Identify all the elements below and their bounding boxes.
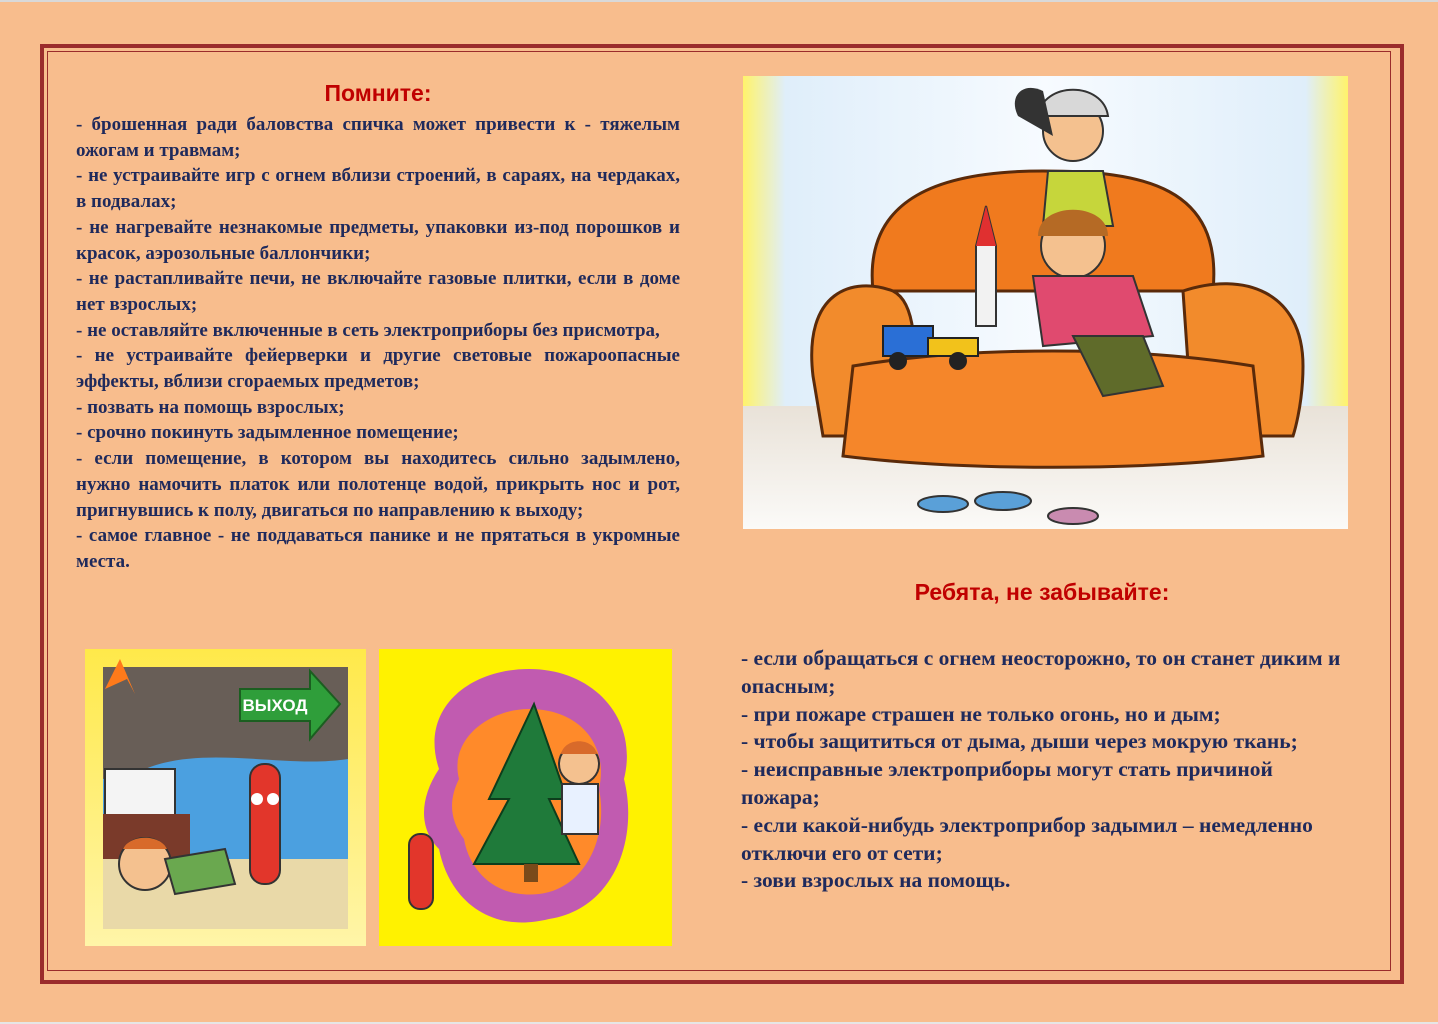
dont-forget-heading: Ребята, не забывайте: — [914, 579, 1170, 605]
exit-sign-label: ВЫХОД — [242, 696, 308, 715]
remember-list — [76, 112, 680, 575]
christmas-tree-fire-illustration — [379, 649, 672, 946]
list-item: - чтобы защититься от дыма, дыши через мокрую ткань; — [741, 729, 1298, 754]
list-item: - брошенная ради баловства спичка может привести к - тяжелым ожогам и травмам; — [76, 114, 680, 161]
list-item: - зови взрослых на помощь. — [741, 868, 1011, 893]
list-item: - самое главное - не поддаваться панике и не прятаться в укромные места. — [76, 525, 680, 572]
list-item: - позвать на помощь взрослых; — [76, 396, 345, 418]
list-item: - если какой-нибудь электроприбор задымил – немедленно отключи его от сети; — [741, 812, 1313, 865]
list-item: - срочно покинуть задымленное помещение; — [76, 422, 459, 444]
children-on-sofa-illustration — [743, 76, 1348, 529]
list-item: - неисправные электроприборы могут стать причиной пожара; — [741, 757, 1273, 809]
list-item: - не устраивайте игр с огнем вблизи строений, в сараях, на чердаках, в подвалах; — [76, 165, 680, 213]
list-item: - если обращаться с огнем неосторожно, то он станет диким и опасным; — [741, 646, 1341, 698]
remember-heading: Помните: — [324, 80, 432, 106]
extinguisher-exit-illustration — [85, 649, 366, 946]
list-item: - не устраивайте фейерверки и другие световые пожароопасные эффекты, вблизи сгораемых предметов; — [76, 345, 680, 393]
list-item: - не нагревайте незнакомые предметы, упаковки из-под порошков и красок, аэрозольные баллончики; — [76, 216, 680, 264]
list-item: - не оставляйте включенные в сеть электроприборы без присмотра, — [76, 319, 660, 341]
dont-forget-list — [741, 645, 1341, 895]
list-item: - при пожаре страшен не только огонь, но и дым; — [741, 701, 1221, 726]
list-item: - не растапливайте печи, не включайте газовые плитки, если в доме нет взрослых; — [76, 268, 680, 315]
list-item: - если помещение, в котором вы находитесь сильно задымлено, нужно намочить платок или полотенце водой, прикрыть нос и рот, пригнувшись к полу, двигаться по направлению к выходу; — [76, 448, 680, 521]
